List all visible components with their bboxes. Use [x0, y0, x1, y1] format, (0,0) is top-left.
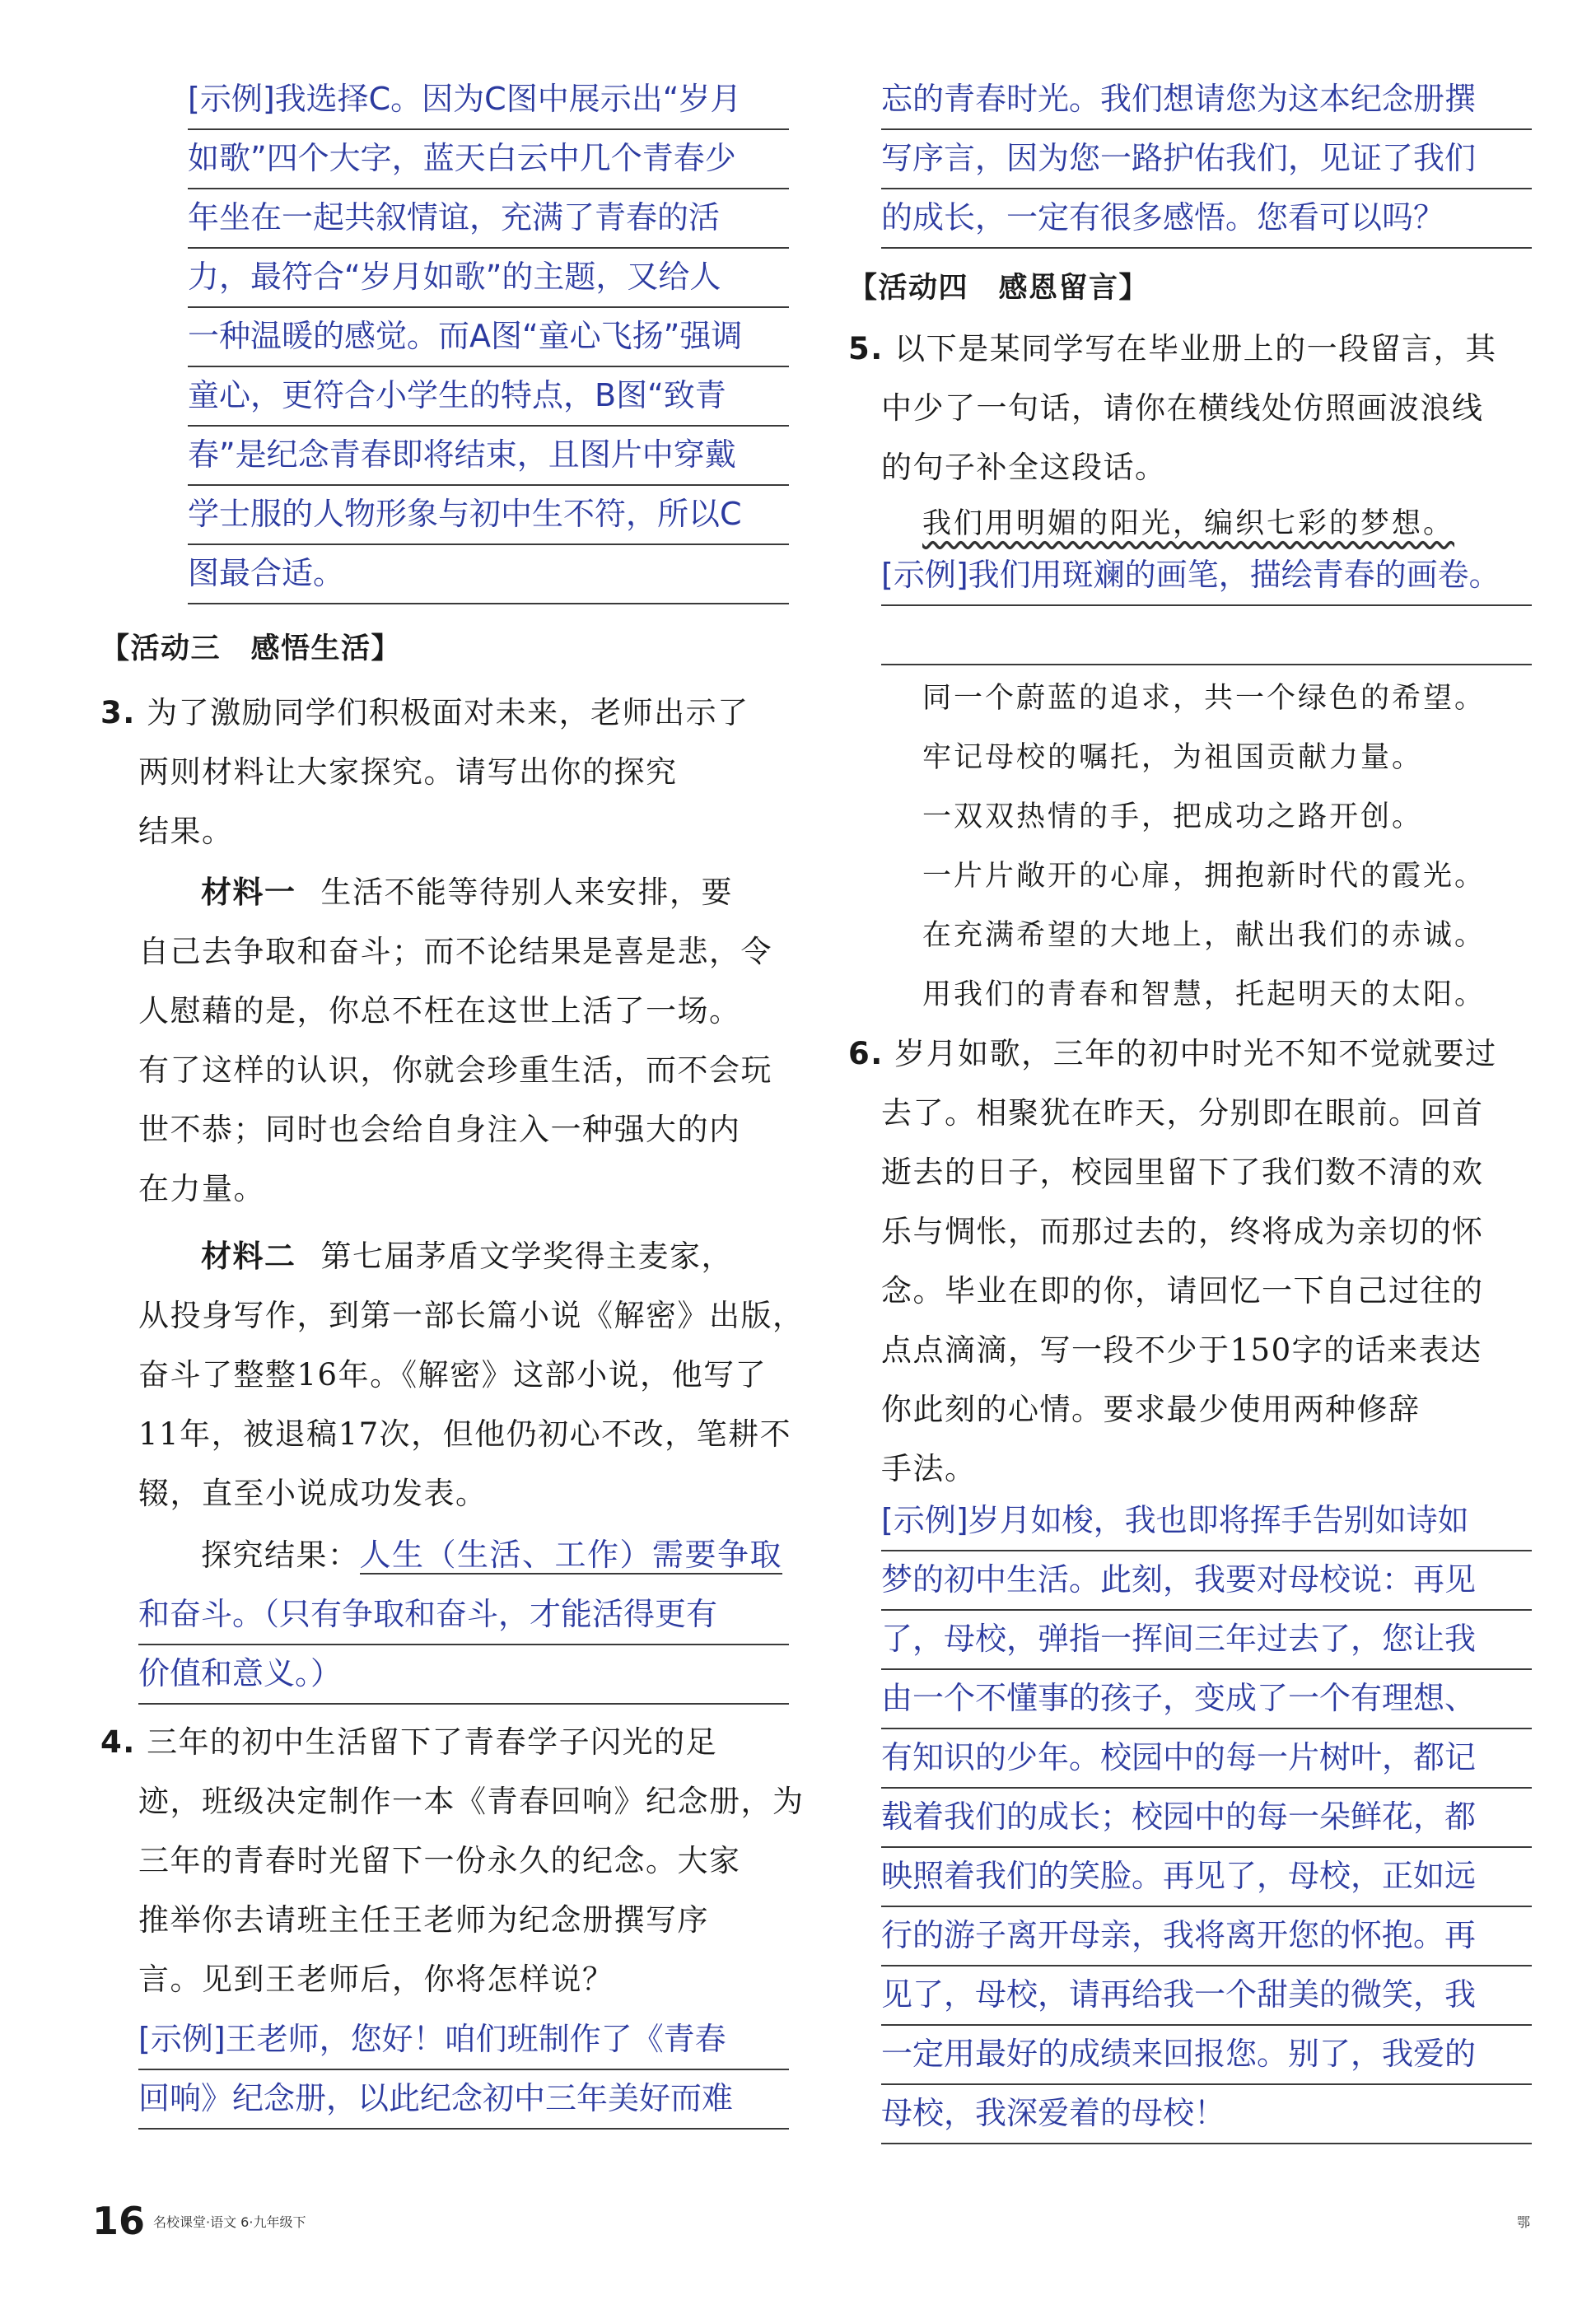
answer-line: [示例]我选择C。因为C图中展示出“岁月: [188, 69, 789, 130]
material-2-text: 第七届茅盾文学奖得主麦家，: [320, 1239, 733, 1274]
question-text: 去了。相聚犹在昨天，分别即在眼前。回首: [881, 1095, 1484, 1131]
answer-line: 回响》纪念册，以此纪念初中三年美好而难: [138, 2069, 789, 2130]
question-5: [848, 320, 1532, 379]
answer-line: 行的游子离开母亲，我将离开您的怀抱。再: [881, 1906, 1532, 1966]
answer-line: 年坐在一起共叙情谊，充满了青春的活: [188, 188, 789, 249]
question-text: 逝去的日子，校园里留下了我们数不清的欢: [881, 1155, 1484, 1190]
material-2-label: 材料二: [201, 1239, 296, 1274]
wavy-sentence: 我们用明媚的阳光，编织七彩的梦想。: [922, 507, 1455, 540]
material-2-text: 奋斗了整整16年。《解密》这部小说，他写了: [138, 1357, 768, 1393]
material-2-text: 从投身写作，到第一部长篇小说《解密》出版，: [138, 1298, 805, 1333]
result-label: 探究结果：: [201, 1537, 360, 1573]
material-1: [138, 863, 789, 922]
answer-line: 和奋斗。（只有争取和奋斗，才能活得更有: [138, 1584, 789, 1645]
answer-line: [示例]我们用斑斓的画笔，描绘青春的画卷。: [881, 545, 1532, 606]
material-1-text: 在力量。: [138, 1171, 265, 1206]
material-1-text: 人慰藉的是，你总不枉在这世上活了一场。: [138, 993, 741, 1029]
poem-line: 牢记母校的嘱托，为祖国贡献力量。: [922, 741, 1424, 774]
answer-line: [示例]王老师，您好！咱们班制作了《青春: [138, 2009, 789, 2070]
result-answer: 人生（生活、工作）需要争取: [359, 1537, 783, 1573]
material-1-text: 自己去争取和奋斗；而不论结果是喜是悲，令: [138, 934, 772, 969]
question-text: 迹，班级决定制作一本《青春回响》纪念册，为: [138, 1784, 805, 1819]
question-3: [100, 683, 789, 743]
material-2-text: 辍，直至小说成功发表。: [138, 1476, 488, 1511]
answer-line: 由一个不懂事的孩子，变成了一个有理想、: [881, 1668, 1532, 1729]
question-text: 岁月如歌，三年的初中时光不知不觉就要过: [894, 1036, 1497, 1071]
poem-line: 同一个蔚蓝的追求，共一个绿色的希望。: [922, 682, 1486, 715]
answer-line: 学士服的人物形象与初中生不符，所以C: [188, 484, 789, 545]
question-text: 的句子补全这段话。: [881, 450, 1167, 485]
poem-line: 一片片敞开的心扉，拥抱新时代的霞光。: [922, 860, 1486, 893]
answer-line: 有知识的少年。校园中的每一片树叶，都记: [881, 1728, 1532, 1789]
result-row: [138, 1525, 789, 1584]
question-number: 6.: [848, 1036, 884, 1071]
question-text: 你此刻的心情。要求最少使用两种修辞: [881, 1392, 1421, 1427]
answer-line: 力，最符合“岁月如歌”的主题，又给人: [188, 247, 789, 308]
answer-line: 一种温暖的感觉。而A图“童心飞扬”强调: [188, 306, 789, 367]
question-text: 三年的初中生活留下了青春学子闪光的足: [147, 1724, 718, 1760]
question-number: 5.: [848, 331, 884, 366]
question-6: [848, 1024, 1532, 1084]
answer-line: 图最合适。: [188, 544, 789, 604]
material-2-text: 11年，被退稿17次，但他仍初心不改，笔耕不: [138, 1416, 792, 1452]
answer-line: 映照着我们的笑脸。再见了，母校，正如远: [881, 1846, 1532, 1907]
answer-line: 见了，母校，请再给我一个甜美的微笑，我: [881, 1965, 1532, 2026]
material-1-text: 生活不能等待别人来安排，要: [320, 875, 733, 910]
question-number: 3.: [100, 695, 136, 730]
question-text: 为了激励同学们积极面对未来，老师出示了: [147, 695, 749, 730]
question-text: 推举你去请班主任王老师为纪念册撰写序: [138, 1902, 709, 1938]
answer-line: 童心，更符合小学生的特点，B图“致青: [188, 366, 789, 427]
question-text: 以下是某同学写在毕业册上的一段留言，其: [894, 331, 1497, 366]
answer-line: 梦的初中生活。此刻，我要对母校说：再见: [881, 1550, 1532, 1611]
material-1-text: 世不恭；同时也会给自身注入一种强大的内: [138, 1112, 741, 1147]
question-4: [100, 1713, 789, 1772]
poem-line: 一双双热情的手，把成功之路开创。: [922, 800, 1424, 833]
poem-line: 用我们的青春和智慧，托起明天的太阳。: [922, 978, 1486, 1011]
page-footer: [0, 2174, 1596, 2256]
question-text: 两则材料让大家探究。请写出你的探究: [138, 754, 678, 790]
material-1-label: 材料一: [201, 875, 296, 910]
activity3-heading: 【活动三 感悟生活】: [100, 632, 402, 665]
question-number: 4.: [100, 1724, 136, 1760]
poem-line: 在充满希望的大地上，献出我们的赤诚。: [922, 919, 1486, 952]
answer-line: [示例]岁月如梭，我也即将挥手告别如诗如: [881, 1491, 1532, 1551]
question-text: 乐与惆怅，而那过去的，终将成为亲切的怀: [881, 1214, 1484, 1249]
answer-line: 价值和意义。）: [138, 1644, 789, 1705]
answer-line: 忘的青春时光。我们想请您为这本纪念册撰: [881, 69, 1532, 130]
region-mark: 鄂: [1517, 2214, 1531, 2230]
answer-line: 一定用最好的成绩来回报您。别了，我爱的: [881, 2024, 1532, 2085]
book-info: 名校课堂·语文 6·九年级下: [153, 2214, 306, 2230]
material-2: [138, 1227, 789, 1286]
question-text: 手法。: [881, 1451, 977, 1486]
question-text: 中少了一句话，请你在横线处仿照画波浪线: [881, 390, 1484, 426]
answer-line: 载着我们的成长；校园中的每一朵鲜花，都: [881, 1787, 1532, 1848]
question-text: 念。毕业在即的你，请回忆一下自己过往的: [881, 1273, 1484, 1309]
material-1-text: 有了这样的认识，你就会珍重生活，而不会玩: [138, 1052, 772, 1088]
question-text: 点点滴滴，写一段不少于150字的话来表达: [881, 1332, 1482, 1368]
question-text: 结果。: [138, 814, 234, 849]
answer-line: 春”是纪念青春即将结束，且图片中穿戴: [188, 425, 789, 486]
answer-line: 母校，我深爱着的母校！: [881, 2083, 1532, 2144]
answer-line: 如歌”四个大字，蓝天白云中几个青春少: [188, 128, 789, 189]
answer-line: 写序言，因为您一路护佑我们，见证了我们: [881, 128, 1532, 189]
answer-line: 的成长，一定有很多感悟。您看可以吗？: [881, 188, 1532, 249]
page-number: 16: [92, 2199, 146, 2243]
activity4-heading: 【活动四 感恩留言】: [848, 272, 1150, 305]
question-text: 三年的青春时光留下一份永久的纪念。大家: [138, 1843, 741, 1878]
answer-line: 了，母校，弹指一挥间三年过去了，您让我: [881, 1609, 1532, 1670]
question-text: 言。见到王老师后，你将怎样说？: [138, 1962, 614, 1997]
blank-line: [881, 604, 1532, 665]
